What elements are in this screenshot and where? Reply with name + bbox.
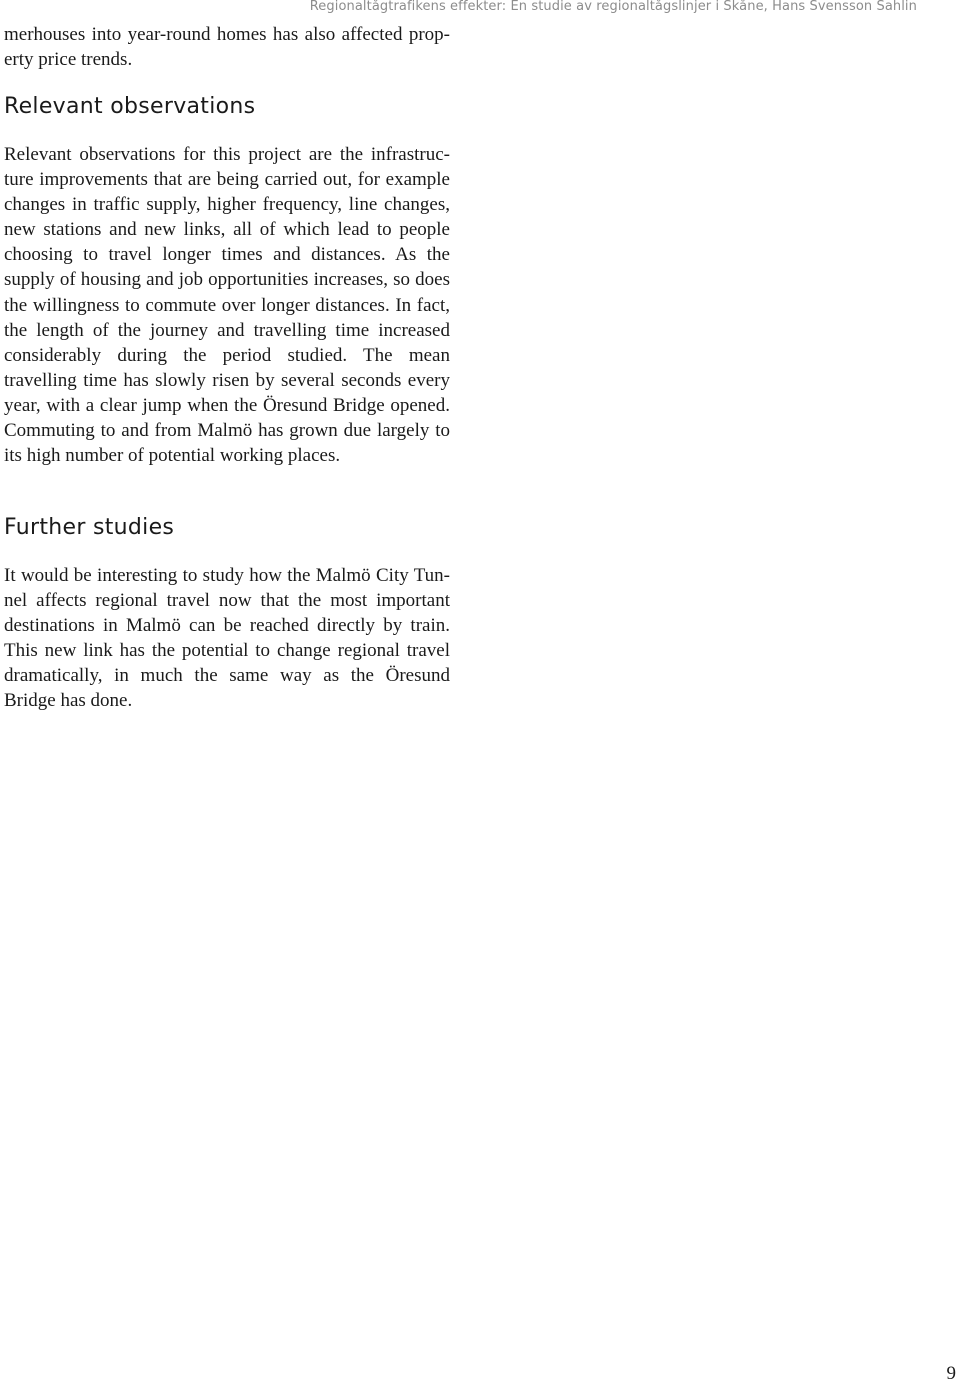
section-heading-relevant-observations: Relevant observations [4, 94, 256, 119]
section-further-studies-body [4, 563, 450, 714]
relevant-observations-paragraph: Relevant observations for this project are the infrastructure improvements that are being carried out, for example changes in traffic supply, higher frequency, line changes, new stations and new links, all of which lead to people choosing to travel longer times and distances. As the supply of housing and job opportunities increases, so does the willingness to commute over longer distances. In fact, the length of the journey and travelling time increased considerably during the period studied. The mean travelling time has slowly risen by several seconds every year, with a clear jump when the Öresund Bridge opened. Commuting to and from Malmö has grown due largely to its high number of potential working places. [4, 144, 450, 467]
intro-text-block [4, 22, 450, 72]
section-further-studies-heading-block [4, 514, 450, 542]
section-relevant-observations-body [4, 142, 450, 468]
further-studies-paragraph: It would be interesting to study how the Malmö City Tunnel affects regional travel now that the most important destinations in Malmö can be reached directly by train. This new link has the potential to change regional travel dramatically, in much the same way as the Öresund Bridge has done. [4, 565, 450, 712]
page-number: 9 [946, 1363, 956, 1384]
section-relevant-observations-heading-block [4, 93, 450, 121]
section-heading-further-studies: Further studies [4, 515, 175, 540]
intro-paragraph: merhouses into year-round homes has also affected property price trends. [4, 24, 450, 71]
running-header: Regionaltågtrafikens effekter: En studie av regionaltågslinjer i Skåne, Hans Svensson Sahlin [309, 0, 917, 14]
